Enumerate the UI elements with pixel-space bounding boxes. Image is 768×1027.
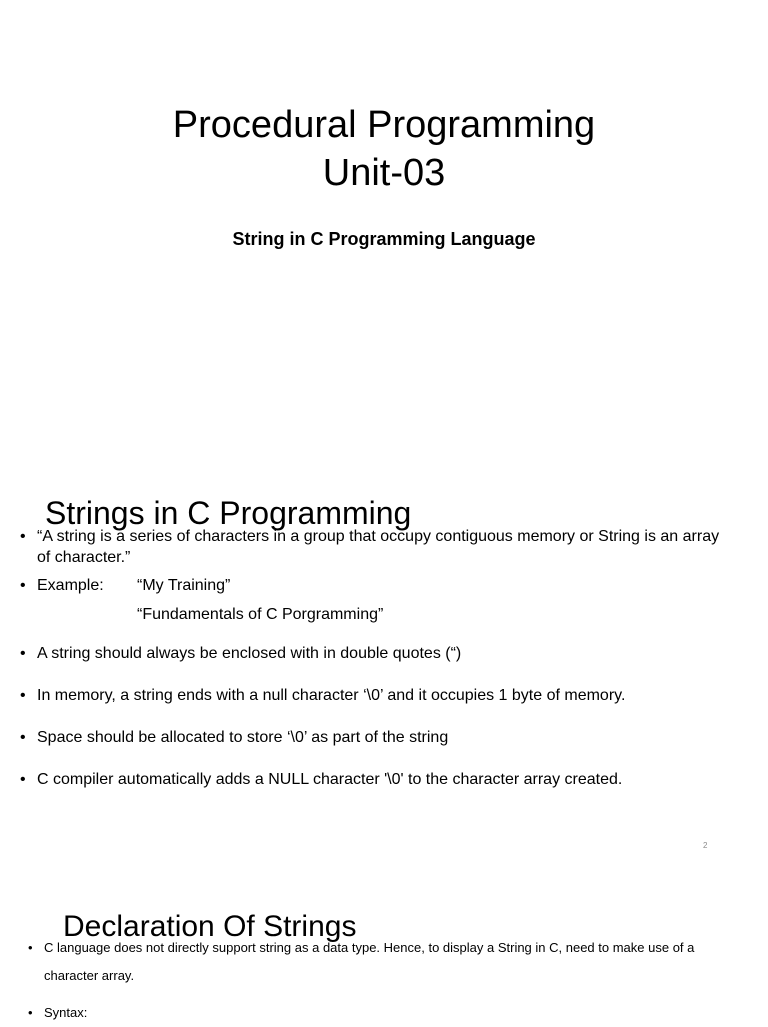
declaration-slide bbox=[0, 864, 768, 1024]
title-line-2: Unit-03 bbox=[322, 152, 446, 195]
title-line-1: Procedural Programming bbox=[172, 104, 596, 147]
slide-subtitle: String in C Programming Language bbox=[232, 229, 536, 249]
bullet-list bbox=[28, 934, 740, 1027]
bullet-null-character bbox=[20, 685, 728, 706]
bullet-text: In memory, a string ends with a null character ‘\0’ and it occupies 1 byte of memory. bbox=[37, 687, 626, 704]
bullet-text: Syntax: bbox=[44, 1005, 88, 1020]
example-value-1: “My Training” bbox=[137, 577, 231, 594]
bullet-text: Space should be allocated to store ‘\0’ as part of the string bbox=[37, 729, 449, 746]
bullet-dot: • bbox=[20, 577, 26, 594]
bullet-text: C language does not directly support string as a data type. Hence, to display a String in C, need to make use of a character array. bbox=[44, 940, 695, 983]
example-row bbox=[37, 575, 728, 596]
title-slide bbox=[0, 0, 768, 432]
example-value-2: “Fundamentals of C Porgramming” bbox=[137, 606, 384, 623]
bullet-definition bbox=[20, 526, 728, 568]
bullet-dot: • bbox=[20, 528, 26, 545]
bullet-dot: • bbox=[20, 645, 26, 662]
bullet-quotes bbox=[20, 643, 728, 664]
bullet-dot: • bbox=[20, 771, 26, 788]
bullet-list bbox=[20, 526, 728, 790]
bullet-dot: • bbox=[28, 1005, 33, 1020]
bullet-dot: • bbox=[28, 940, 33, 955]
bullet-syntax bbox=[28, 999, 740, 1027]
bullet-text: A string should always be enclosed with in double quotes (“) bbox=[37, 645, 462, 662]
bullet-dot: • bbox=[20, 729, 26, 746]
example-label: Example: bbox=[37, 577, 104, 594]
bullet-dot: • bbox=[20, 687, 26, 704]
bullet-support bbox=[28, 934, 740, 990]
strings-slide bbox=[0, 432, 768, 864]
slide-heading: Strings in C Programming bbox=[45, 494, 412, 531]
slide-title bbox=[0, 101, 768, 197]
page-number: 2 bbox=[703, 841, 708, 850]
bullet-text: C compiler automatically adds a NULL character '\0' to the character array created. bbox=[37, 771, 623, 788]
bullet-text: “A string is a series of characters in a group that occupy contiguous memory or String is an array of character.” bbox=[37, 528, 720, 566]
bullet-compiler bbox=[20, 769, 728, 790]
bullet-example bbox=[20, 575, 728, 625]
bullet-space bbox=[20, 727, 728, 748]
slide-heading: Declaration Of Strings bbox=[63, 909, 357, 943]
